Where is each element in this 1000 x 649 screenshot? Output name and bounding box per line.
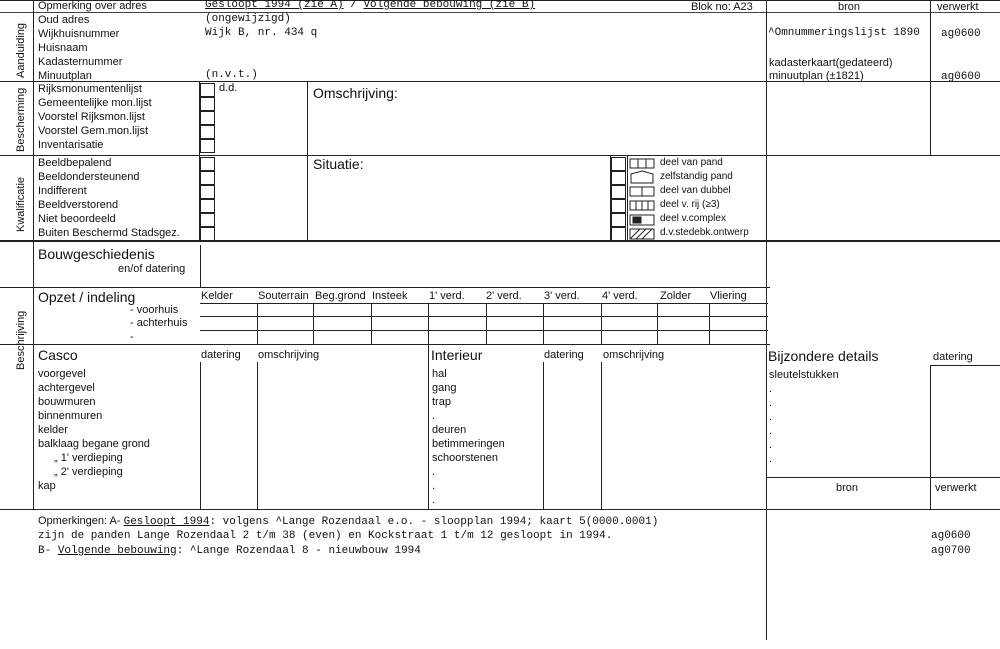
checkbox-niet-beoordeeld[interactable]: [200, 213, 215, 227]
checkbox-beeldverstorend[interactable]: [200, 199, 215, 213]
oud-adres-value: (ongewijzigd): [205, 13, 291, 25]
label-deel-v-complex: deel v.complex: [660, 213, 726, 224]
interieur-item: .: [432, 410, 436, 422]
checkbox-beeldondersteunend[interactable]: [200, 171, 215, 185]
casco-item: kap: [38, 480, 56, 492]
interieur-omschrijving-header: omschrijving: [603, 349, 665, 361]
zelfstandig-pand-icon: [631, 171, 653, 183]
col-1-verd: 1' verd.: [429, 290, 465, 302]
situatie-label: Situatie:: [313, 156, 364, 172]
checkbox-deel-van-dubbel[interactable]: [611, 185, 626, 199]
label-zelfstandig-pand: zelfstandig pand: [660, 171, 733, 182]
bijzondere-item: .: [769, 397, 773, 409]
kwalificatie-labels: [38, 156, 180, 240]
label-deel-van-pand: deel van pand: [660, 157, 723, 168]
label-beeldondersteunend: Beeldondersteunend: [38, 171, 140, 183]
casco-item: bouwmuren: [38, 396, 96, 408]
bouwgeschiedenis-heading: Bouwgeschiedenis: [38, 246, 155, 262]
opmerkingen-b-label: B-: [38, 545, 52, 557]
omschrijving-label: Omschrijving:: [313, 85, 398, 101]
datering-label: en/of datering: [118, 263, 186, 275]
interieur-item: gang: [432, 382, 457, 394]
label-voorstel-rijksmon-lijst: Voorstel Rijksmon.lijst: [38, 111, 145, 123]
casco-item: achtergevel: [38, 382, 95, 394]
casco-item: balklaag begane grond: [38, 438, 150, 450]
casco-items: [38, 367, 150, 493]
bijzondere-items: [769, 368, 839, 466]
label-inventarisatie: Inventarisatie: [38, 139, 104, 151]
label-beeldverstorend: Beeldverstorend: [38, 199, 119, 211]
opzet-heading: Opzet / indeling: [38, 289, 136, 305]
minuutplan-value: (n.v.t.): [205, 69, 258, 81]
bescherming-labels: [38, 82, 152, 152]
casco-item: „ 1' verdieping: [54, 452, 123, 464]
section-label-aanduiding: Aanduiding: [15, 22, 27, 78]
label-stedebk-ontwerp: d.v.stedebk.ontwerp: [660, 227, 749, 238]
checkbox-deel-v-rij[interactable]: [611, 199, 626, 213]
checkbox-inventarisatie[interactable]: [200, 139, 215, 153]
checkbox-indifferent[interactable]: [200, 185, 215, 199]
checkbox-voorstel-rijks[interactable]: [200, 111, 215, 125]
verwerkt-code: ag0600: [941, 71, 981, 83]
col-vliering: Vliering: [710, 290, 747, 302]
interieur-item: betimmeringen: [432, 438, 505, 450]
interieur-datering-header: datering: [544, 349, 584, 361]
bijzondere-datering-header: datering: [933, 351, 973, 363]
bijzondere-item: .: [769, 411, 773, 423]
label-rijksmonumentenlijst: Rijksmonumentenlijst: [38, 83, 142, 95]
interieur-item: schoorstenen: [432, 452, 499, 464]
label-huisnaam: Huisnaam: [38, 42, 88, 54]
row-blank: -: [130, 331, 134, 343]
checkbox-stedebk-ontwerp[interactable]: [611, 227, 626, 241]
bijzondere-item: .: [769, 425, 773, 437]
checkbox-rijksmonumentenlijst[interactable]: [200, 83, 215, 97]
deel-van-pand-icon: [630, 159, 654, 168]
label-beeldbepalend: Beeldbepalend: [38, 157, 112, 169]
opmerking-a: Gesloopt 1994 (zie A): [205, 0, 344, 11]
verwerkt-header: verwerkt: [937, 1, 979, 13]
opmerkingen-b-title: Volgende bebouwing: [57, 545, 177, 557]
label-buiten-beschermd: Buiten Beschermd Stadsgez.: [38, 227, 180, 239]
bijzondere-bron-header: bron: [836, 482, 859, 494]
interieur-item: .: [432, 466, 436, 478]
opmerkingen-line-2: zijn de panden Lange Rozendaal 2 t/m 38 (even) en Kockstraat 1 t/m 12 gesloopt in 1994.: [38, 530, 613, 542]
interieur-item: .: [432, 494, 436, 506]
row-achterhuis: - achterhuis: [130, 317, 188, 329]
opmerkingen-a-text: : volgens ^Lange Rozendaal e.o. - sloopplan 1994; kaart 5(0000.0001): [209, 516, 659, 528]
col-zolder: Zolder: [660, 290, 692, 302]
row-voorhuis: - voorhuis: [130, 304, 179, 316]
col-kelder: Kelder: [201, 290, 233, 302]
label-niet-beoordeeld: Niet beoordeeld: [38, 213, 116, 225]
aanduiding-labels: [38, 0, 147, 83]
opmerking-b: Volgende bebouwing (zie B): [363, 0, 536, 11]
bron-kadasterkaart: kadasterkaart(gedateerd): [769, 57, 893, 69]
interieur-item: trap: [432, 396, 451, 408]
house-type-icons: [628, 156, 658, 241]
label-deel-v-rij: deel v. rij (≥3): [660, 199, 720, 210]
interieur-heading: Interieur: [431, 347, 483, 363]
checkbox-zelfstandig-pand[interactable]: [611, 171, 626, 185]
checkbox-gemeentelijke[interactable]: [200, 97, 215, 111]
opmerking-value: [205, 0, 535, 11]
casco-item: „ 2' verdieping: [54, 466, 123, 478]
bijzondere-item: sleutelstukken: [769, 369, 839, 381]
opmerkingen-label: Opmerkingen: A-: [38, 515, 121, 527]
label-voorstel-gem-mon-lijst: Voorstel Gem.mon.lijst: [38, 125, 149, 137]
pand-type-labels: [660, 156, 749, 240]
col-beg-grond: Beg.grond: [315, 290, 366, 302]
col-4-verd: 4' verd.: [602, 290, 638, 302]
col-souterrain: Souterrain: [258, 290, 309, 302]
opmerkingen-verwerkt-code: ag0600: [931, 530, 971, 542]
opmerkingen-line-3: [38, 545, 421, 557]
bron-header: bron: [838, 1, 861, 13]
checkbox-voorstel-gem[interactable]: [200, 125, 215, 139]
section-label-kwalificatie: Kwalificatie: [15, 176, 27, 232]
label-kadasternummer: Kadasternummer: [38, 56, 123, 68]
bijzondere-verwerkt-header: verwerkt: [935, 482, 977, 494]
label-minuutplan: Minuutplan: [38, 70, 92, 82]
col-3-verd: 3' verd.: [544, 290, 580, 302]
col-2-verd: 2' verd.: [486, 290, 522, 302]
bijzondere-item: .: [769, 383, 773, 395]
casco-omschrijving-header: omschrijving: [258, 349, 320, 361]
opmerkingen-line-1: [38, 515, 658, 528]
interieur-items: [432, 367, 505, 507]
label-wijkhuisnummer: Wijkhuisnummer: [38, 28, 120, 40]
casco-datering-header: datering: [201, 349, 241, 361]
checkbox-deel-van-pand[interactable]: [611, 157, 626, 171]
blok-number: Blok no: A23: [691, 1, 753, 13]
opmerkingen-verwerkt-code: ag0700: [931, 545, 971, 557]
verwerkt-code: ag0600: [941, 28, 981, 40]
checkbox-buiten-beschermd[interactable]: [200, 227, 215, 241]
casco-item: kelder: [38, 424, 68, 436]
casco-item: voorgevel: [38, 368, 86, 380]
checkbox-beeldbepalend[interactable]: [200, 157, 215, 171]
col-insteek: Insteek: [372, 290, 408, 302]
label-gemeentelijke-mon-lijst: Gemeentelijke mon.lijst: [38, 97, 152, 109]
section-label-bescherming: Bescherming: [15, 87, 27, 152]
bijzondere-details-heading: Bijzondere details: [768, 348, 879, 364]
dd-label: d.d.: [219, 82, 238, 94]
label-oud-adres: Oud adres: [38, 14, 90, 26]
opmerkingen-b-text: : ^Lange Rozendaal 8 - nieuwbouw 1994: [176, 545, 421, 557]
label-indifferent: Indifferent: [38, 185, 87, 197]
interieur-item: .: [432, 480, 436, 492]
bijzondere-item: .: [769, 453, 773, 465]
casco-heading: Casco: [38, 347, 78, 363]
casco-item: binnenmuren: [38, 410, 103, 422]
opmerkingen-a-title: Gesloopt 1994: [123, 516, 210, 528]
interieur-item: deuren: [432, 424, 467, 436]
label-deel-van-dubbel: deel van dubbel: [660, 185, 731, 196]
opmerking-separator: /: [350, 0, 357, 11]
bron-minuutplan: minuutplan (±1821): [769, 70, 864, 82]
bijzondere-item: .: [769, 439, 773, 451]
checkbox-deel-v-complex[interactable]: [611, 213, 626, 227]
section-label-beschrijving: Beschrijving: [15, 310, 27, 370]
wijkhuisnummer-value: Wijk B, nr. 434 q: [205, 27, 318, 39]
interieur-item: hal: [432, 368, 447, 380]
label-opmerking-over-adres: Opmerking over adres: [38, 0, 147, 12]
bron-omnummeringslijst: ^Omnummeringslijst 1890: [768, 27, 920, 39]
